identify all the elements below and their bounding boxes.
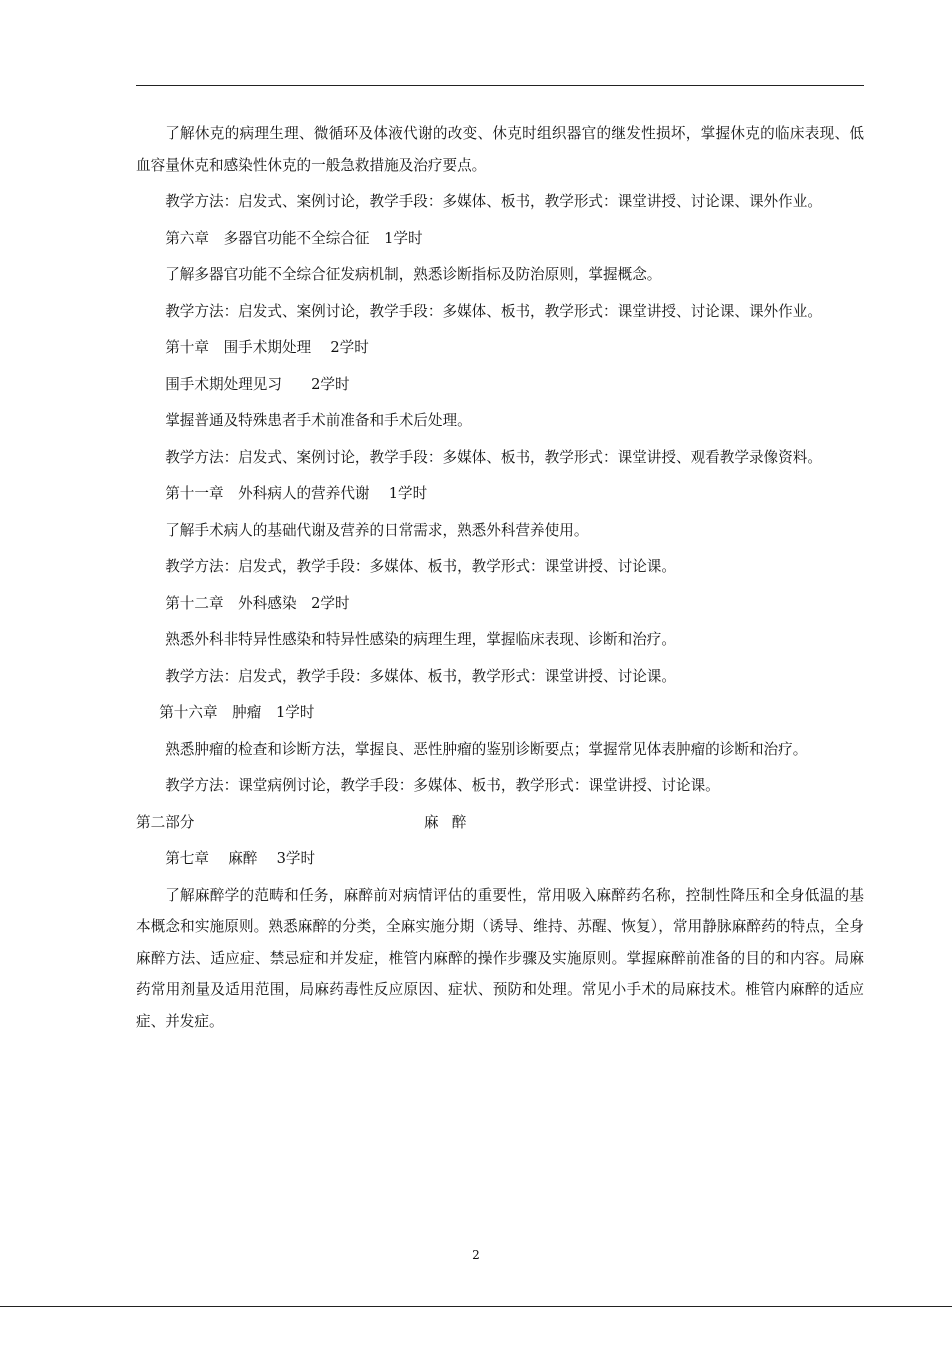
- chapter-heading-7: 第七章 麻醉 3学时: [165, 850, 316, 867]
- chapter-heading-12: 第十二章 外科感染 2学时: [165, 594, 350, 612]
- paragraph-teaching-method: 教学方法：启发式，教学手段：多媒体、板书，教学形式：课堂讲授、讨论课。: [165, 558, 676, 575]
- chapter-heading-6: 第六章 多器官功能不全综合征 1学时: [165, 229, 423, 247]
- part-title: 麻醉: [424, 813, 480, 831]
- paragraph-infection-objectives: 熟悉外科非特异性感染和特异性感染的病理生理，掌握临床表现、诊断和治疗。: [165, 631, 676, 648]
- header-rule: [136, 85, 864, 86]
- paragraph-teaching-method: 教学方法：启发式、案例讨论，教学手段：多媒体、板书，教学形式：课堂讲授、讨论课、课外作业。: [165, 193, 822, 210]
- paragraph-perioperative-objectives: 掌握普通及特殊患者手术前准备和手术后处理。: [165, 412, 472, 429]
- paragraph-shock-objectives: 了解休克的病理生理、微循环及体液代谢的改变、休克时组织器官的继发性损坏，掌握休克的临床表现、低血容量休克和感染性休克的一般急救措施及治疗要点。: [136, 125, 864, 174]
- chapter-heading-10: 第十章 围手术期处理 2学时: [165, 339, 369, 356]
- paragraph-teaching-method: 教学方法：启发式，教学手段：多媒体、板书，教学形式：课堂讲授、讨论课。: [165, 667, 676, 685]
- part-label: 第二部分: [136, 813, 195, 831]
- paragraph-teaching-method: 教学方法：启发式、案例讨论，教学手段：多媒体、板书，教学形式：课堂讲授、讨论课、课外作业。: [165, 302, 822, 320]
- chapter-heading-11: 第十一章 外科病人的营养代谢 1学时: [165, 485, 428, 502]
- part-heading: [136, 807, 864, 839]
- document-body: [136, 118, 864, 1042]
- footer-rule: [0, 1306, 952, 1307]
- paragraph-nutrition-objectives: 了解手术病人的基础代谢及营养的日常需求，熟悉外科营养使用。: [165, 521, 589, 539]
- paragraph-anesthesia-objectives: 了解麻醉学的范畴和任务，麻醉前对病情评估的重要性，常用吸入麻醉药名称，控制性降压和全身低温的基本概念和实施原则。熟悉麻醉的分类，全麻实施分期（诱导、维持、苏醒、恢复），常用静脉麻醉药的特点，全身麻醉方法、适应症、禁忌症和并发症，椎管内麻醉的操作步骤及实施原则。掌握麻醉前准备的目的和内容。局麻药常用剂量及适用范围，局麻药毒性反应原因、症状、预防和处理。常见小手术的局麻技术。椎管内麻醉的适应症、并发症。: [136, 886, 864, 1030]
- paragraph-teaching-method: 教学方法：启发式、案例讨论，教学手段：多媒体、板书，教学形式：课堂讲授、观看教学录像资料。: [165, 448, 822, 466]
- chapter-heading-16: 第十六章 肿瘤 1学时: [159, 704, 315, 721]
- paragraph-tumor-objectives: 熟悉肿瘤的检查和诊断方法，掌握良、恶性肿瘤的鉴别诊断要点；掌握常见体表肿瘤的诊断和治疗。: [165, 740, 808, 758]
- paragraph-mods-objectives: 了解多器官功能不全综合征发病机制，熟悉诊断指标及防治原则，掌握概念。: [165, 266, 662, 283]
- practicum-heading-10: 围手术期处理见习 2学时: [165, 375, 350, 393]
- paragraph-teaching-method: 教学方法：课堂病例讨论，教学手段：多媒体、板书，教学形式：课堂讲授、讨论课。: [165, 777, 720, 794]
- page-number: 2: [472, 1248, 480, 1262]
